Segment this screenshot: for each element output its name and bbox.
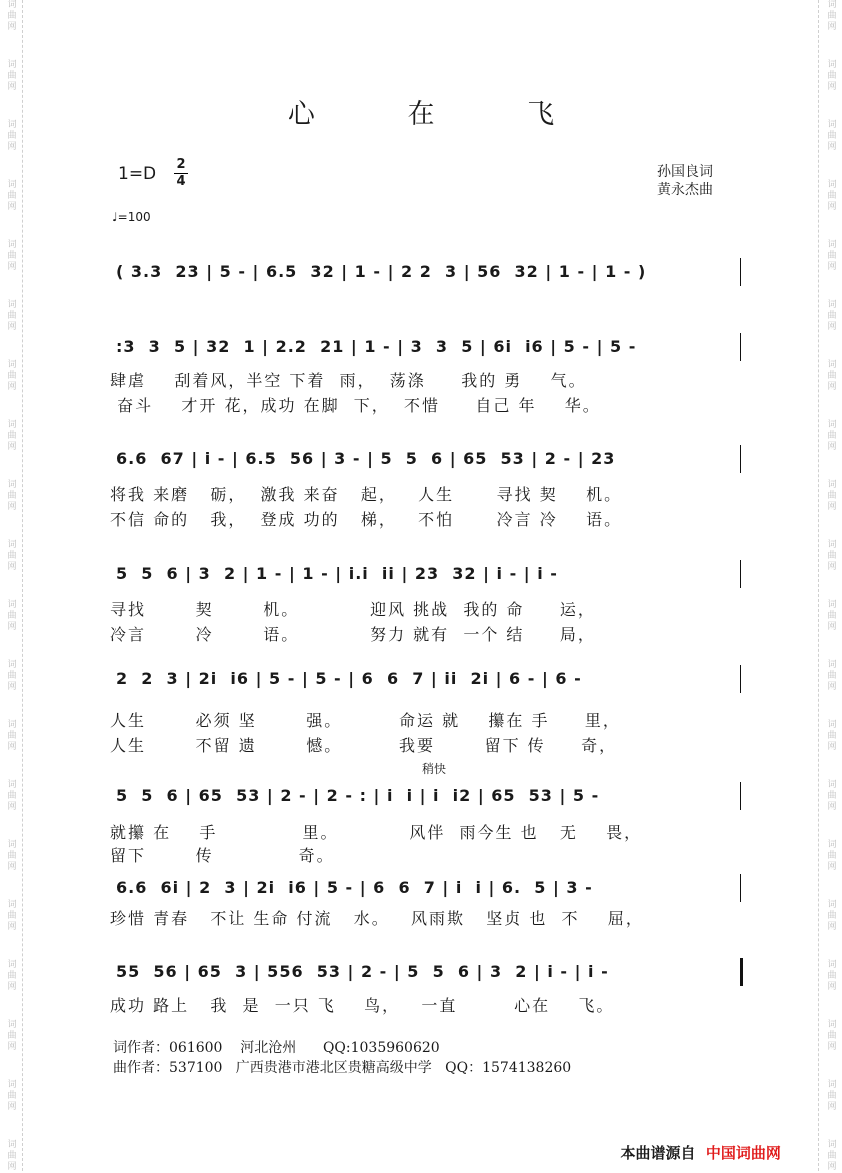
watermark-text: 词曲网 (7, 120, 17, 152)
barline (740, 560, 741, 588)
left-border-line (22, 0, 24, 1171)
watermark-text: 词曲网 (827, 420, 837, 452)
watermark-text: 词曲网 (7, 1140, 17, 1172)
lyrics-verse-1: 就攥 在 手 里。 风伴 雨今生 也 无 畏， (110, 823, 643, 842)
watermark-text: 词曲网 (7, 0, 17, 32)
watermark-text: 词曲网 (7, 180, 17, 212)
watermark-text: 词曲网 (7, 780, 17, 812)
lyrics-verse-1: 成功 路上 我 是 一只 飞 鸟， 一直 心在 飞。 (110, 996, 615, 1015)
watermark-text: 词曲网 (7, 480, 17, 512)
system-notes: 5 5 6 | 3 2 | 1 - | 1 - | i.i ii | 23 32 | i - | i - (116, 564, 558, 583)
watermark-text: 词曲网 (827, 300, 837, 332)
barline (740, 445, 741, 473)
watermark-text: 词曲网 (7, 360, 17, 392)
time-signature (174, 158, 188, 189)
lyricist-info: 词作者：061600 河北沧州 QQ:1035960620 (113, 1040, 440, 1056)
music-system (110, 665, 742, 693)
music-system (110, 874, 742, 902)
watermark-text: 词曲网 (827, 1020, 837, 1052)
lyrics-verse-1: 肆虐 刮着风，半空 下着 雨， 荡涤 我的 勇 气。 (110, 371, 587, 390)
lyrics-verse-1: 寻找 契 机。 迎风 挑战 我的 命 运， (110, 600, 596, 619)
tempo-marking: ♩=100 (112, 210, 151, 224)
watermark-text: 词曲网 (827, 1140, 837, 1172)
lyrics-verse-2: 冷言 冷 语。 努力 就有 一个 结 局， (110, 625, 596, 644)
time-signature-bottom: 4 (176, 174, 186, 189)
right-watermark-column (824, 0, 840, 1171)
watermark-text: 词曲网 (827, 480, 837, 512)
lyrics-verse-1: 将我 来磨 砺， 激我 来奋 起， 人生 寻找 契 机。 (110, 485, 623, 504)
watermark-text: 词曲网 (827, 120, 837, 152)
system-notes: 5 5 6 | 65 53 | 2 - | 2 - : | i i | i i2 | 65 53 | 5 - (116, 786, 600, 805)
watermark-text: 词曲网 (827, 240, 837, 272)
source-label: 本曲谱源自 (620, 1144, 696, 1162)
watermark-text: 词曲网 (7, 540, 17, 572)
watermark-text: 词曲网 (7, 840, 17, 872)
watermark-text: 词曲网 (827, 960, 837, 992)
music-system (110, 560, 742, 588)
watermark-text: 词曲网 (827, 180, 837, 212)
barline (740, 874, 741, 902)
watermark-text: 词曲网 (827, 900, 837, 932)
watermark-text: 词曲网 (7, 960, 17, 992)
right-border-line (818, 0, 820, 1171)
lyrics-verse-2: 不信 命的 我， 登成 功的 梯， 不怕 冷言 冷 语。 (110, 510, 623, 529)
watermark-text: 词曲网 (7, 1080, 17, 1112)
system-notes: ( 3.3 23 | 5 - | 6.5 32 | 1 - | 2 2 3 | 56 32 | 1 - | 1 - ) (116, 262, 647, 281)
watermark-text: 词曲网 (827, 780, 837, 812)
watermark-text: 词曲网 (7, 1020, 17, 1052)
lyrics-verse-2: 奋斗 才开 花，成功 在脚 下， 不惜 自己 年 华。 (110, 396, 601, 415)
system-notes: 6.6 67 | i - | 6.5 56 | 3 - | 5 5 6 | 65 53 | 2 - | 23 (116, 449, 616, 468)
watermark-text: 词曲网 (7, 300, 17, 332)
watermark-text: 词曲网 (827, 540, 837, 572)
system-notes: 55 56 | 65 3 | 556 53 | 2 - | 5 5 6 | 3 2 | i - | i - (116, 962, 609, 981)
barline (740, 782, 741, 810)
music-system (110, 782, 742, 810)
watermark-text: 词曲网 (827, 0, 837, 32)
lyrics-verse-2: 人生 不留 遗 憾。 我要 留下 传 奇， (110, 736, 618, 755)
lyrics-verse-2: 留下 传 奇。 (110, 846, 335, 865)
music-system (110, 958, 742, 986)
watermark-text: 词曲网 (7, 420, 17, 452)
watermark-text: 词曲网 (7, 60, 17, 92)
barline (740, 665, 741, 693)
music-system (110, 333, 742, 361)
credits (657, 163, 713, 199)
music-system (110, 445, 742, 473)
music-system (110, 258, 742, 286)
watermark-text: 词曲网 (827, 60, 837, 92)
system-notes: :3 3 5 | 32 1 | 2.2 21 | 1 - | 3 3 5 | 6i i6 | 5 - | 5 - (116, 337, 637, 356)
watermark-text: 词曲网 (827, 720, 837, 752)
lyrics-verse-1: 珍惜 青春 不让 生命 付流 水。 风雨欺 坚贞 也 不 屈， (110, 909, 644, 928)
barline (740, 958, 743, 986)
key-signature: 1=D (118, 164, 157, 184)
watermark-text: 词曲网 (827, 660, 837, 692)
song-title: 心 在 飞 (287, 99, 597, 130)
time-signature-top: 2 (176, 157, 186, 172)
watermark-text: 词曲网 (7, 900, 17, 932)
watermark-text: 词曲网 (7, 240, 17, 272)
watermark-text: 词曲网 (827, 840, 837, 872)
lyrics-verse-1: 人生 必须 坚 强。 命运 就 攥在 手 里， (110, 711, 621, 730)
watermark-text: 词曲网 (827, 600, 837, 632)
watermark-text: 词曲网 (7, 660, 17, 692)
system-notes: 6.6 6i | 2 3 | 2i i6 | 5 - | 6 6 7 | i i | 6. 5 | 3 - (116, 878, 593, 897)
tempo-change-marking: 稍快 (422, 762, 447, 776)
left-watermark-column (4, 0, 20, 1171)
watermark-text: 词曲网 (7, 720, 17, 752)
watermark-text: 词曲网 (827, 1080, 837, 1112)
watermark-text: 词曲网 (7, 600, 17, 632)
barline (740, 258, 741, 286)
composer-info: 曲作者：537100 广西贵港市港北区贵糖高级中学 QQ：1574138260 (113, 1060, 572, 1076)
composer-credit: 黄永杰曲 (657, 182, 713, 198)
lyricist-credit: 孙国良词 (657, 164, 713, 180)
source-attribution (610, 1124, 781, 1163)
source-site-link[interactable]: 中国词曲网 (705, 1144, 781, 1162)
barline (740, 333, 741, 361)
system-notes: 2 2 3 | 2i i6 | 5 - | 5 - | 6 6 7 | ii 2i | 6 - | 6 - (116, 669, 582, 688)
watermark-text: 词曲网 (827, 360, 837, 392)
